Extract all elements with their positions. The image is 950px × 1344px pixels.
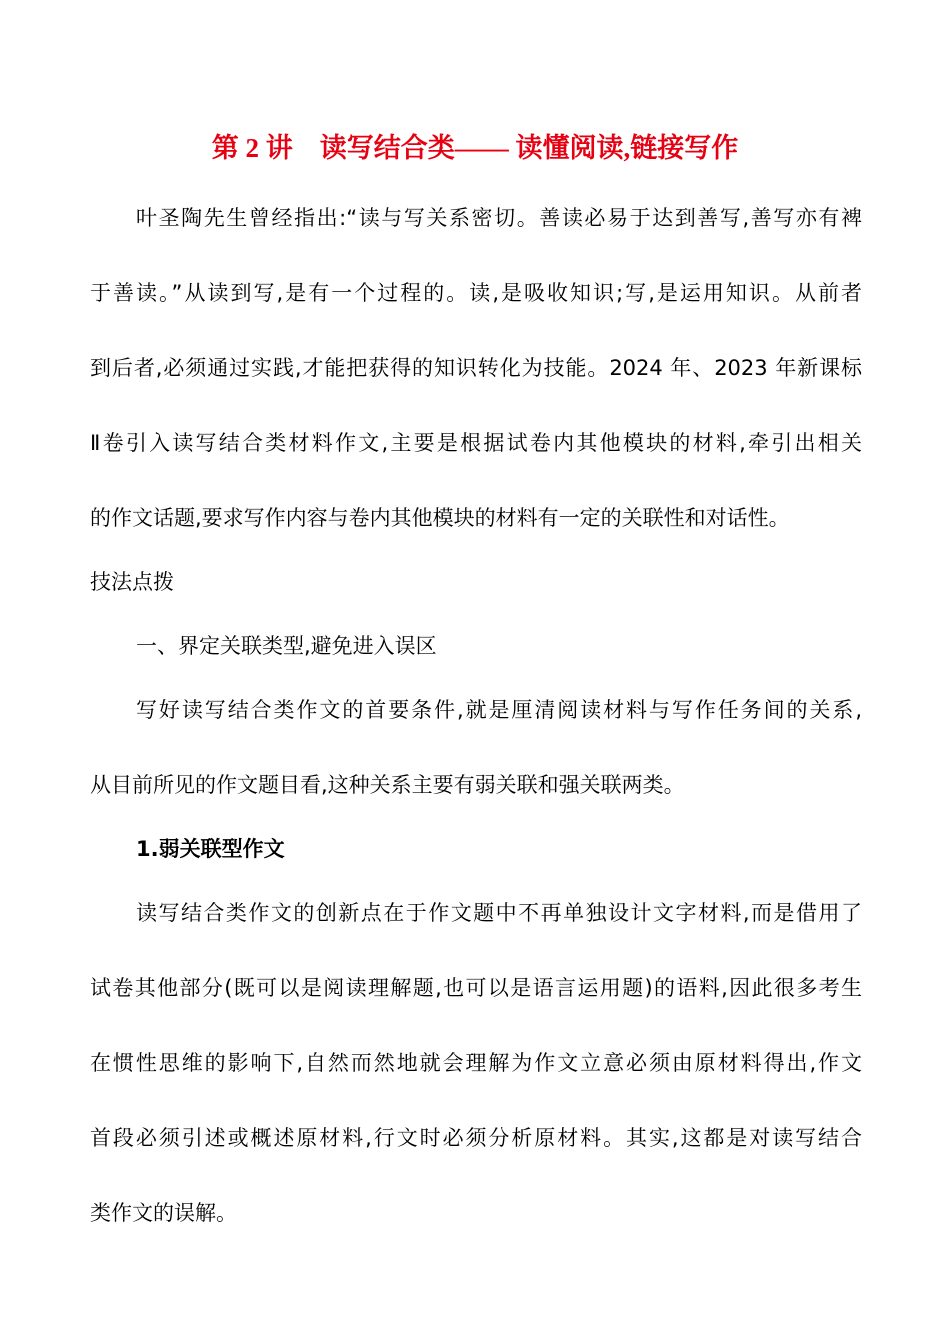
page-title: 第 2 讲 读写结合类—— 读懂阅读,链接写作 — [211, 133, 739, 163]
intro-line-5: 的作文话题,要求写作内容与卷内其他模块的材料有一定的关联性和对话性。 — [90, 506, 790, 530]
para-3-line-5: 类作文的误解。 — [90, 1201, 237, 1225]
para-2-line-1: 写好读写结合类作文的首要条件,就是厘清阅读材料与写作任务间的关系, — [136, 698, 862, 722]
heading-1: 一、界定关联类型,避免进入误区 — [136, 634, 437, 658]
intro-line-3: 到后者,必须通过实践,才能把获得的知识转化为技能。2024 年、2023 年新课标 — [90, 356, 862, 380]
para-3-line-3: 在惯性思维的影响下,自然而然地就会理解为作文立意必须由原材料得出,作文 — [90, 1051, 862, 1075]
para-3-line-2: 试卷其他部分(既可以是阅读理解题,也可以是语言运用题)的语料,因此很多考生 — [90, 976, 862, 1000]
subheading-weak-relation: 1.弱关联型作文 — [136, 837, 285, 861]
intro-line-4: Ⅱ卷引入读写结合类材料作文,主要是根据试卷内其他模块的材料,牵引出相关 — [90, 431, 862, 455]
para-3-line-1: 读写结合类作文的创新点在于作文题中不再单独设计文字材料,而是借用了 — [136, 901, 862, 925]
intro-line-2: 于善读。”从读到写,是有一个过程的。读,是吸收知识;写,是运用知识。从前者 — [90, 281, 862, 305]
intro-line-1: 叶圣陶先生曾经指出:“读与写关系密切。善读必易于达到善写,善写亦有裨 — [136, 206, 862, 230]
para-2-line-2: 从目前所见的作文题目看,这种关系主要有弱关联和强关联两类。 — [90, 773, 685, 797]
para-3-line-4: 首段必须引述或概述原材料,行文时必须分析原材料。其实,这都是对读写结合 — [90, 1126, 862, 1150]
section-label: 技法点拨 — [90, 570, 174, 594]
